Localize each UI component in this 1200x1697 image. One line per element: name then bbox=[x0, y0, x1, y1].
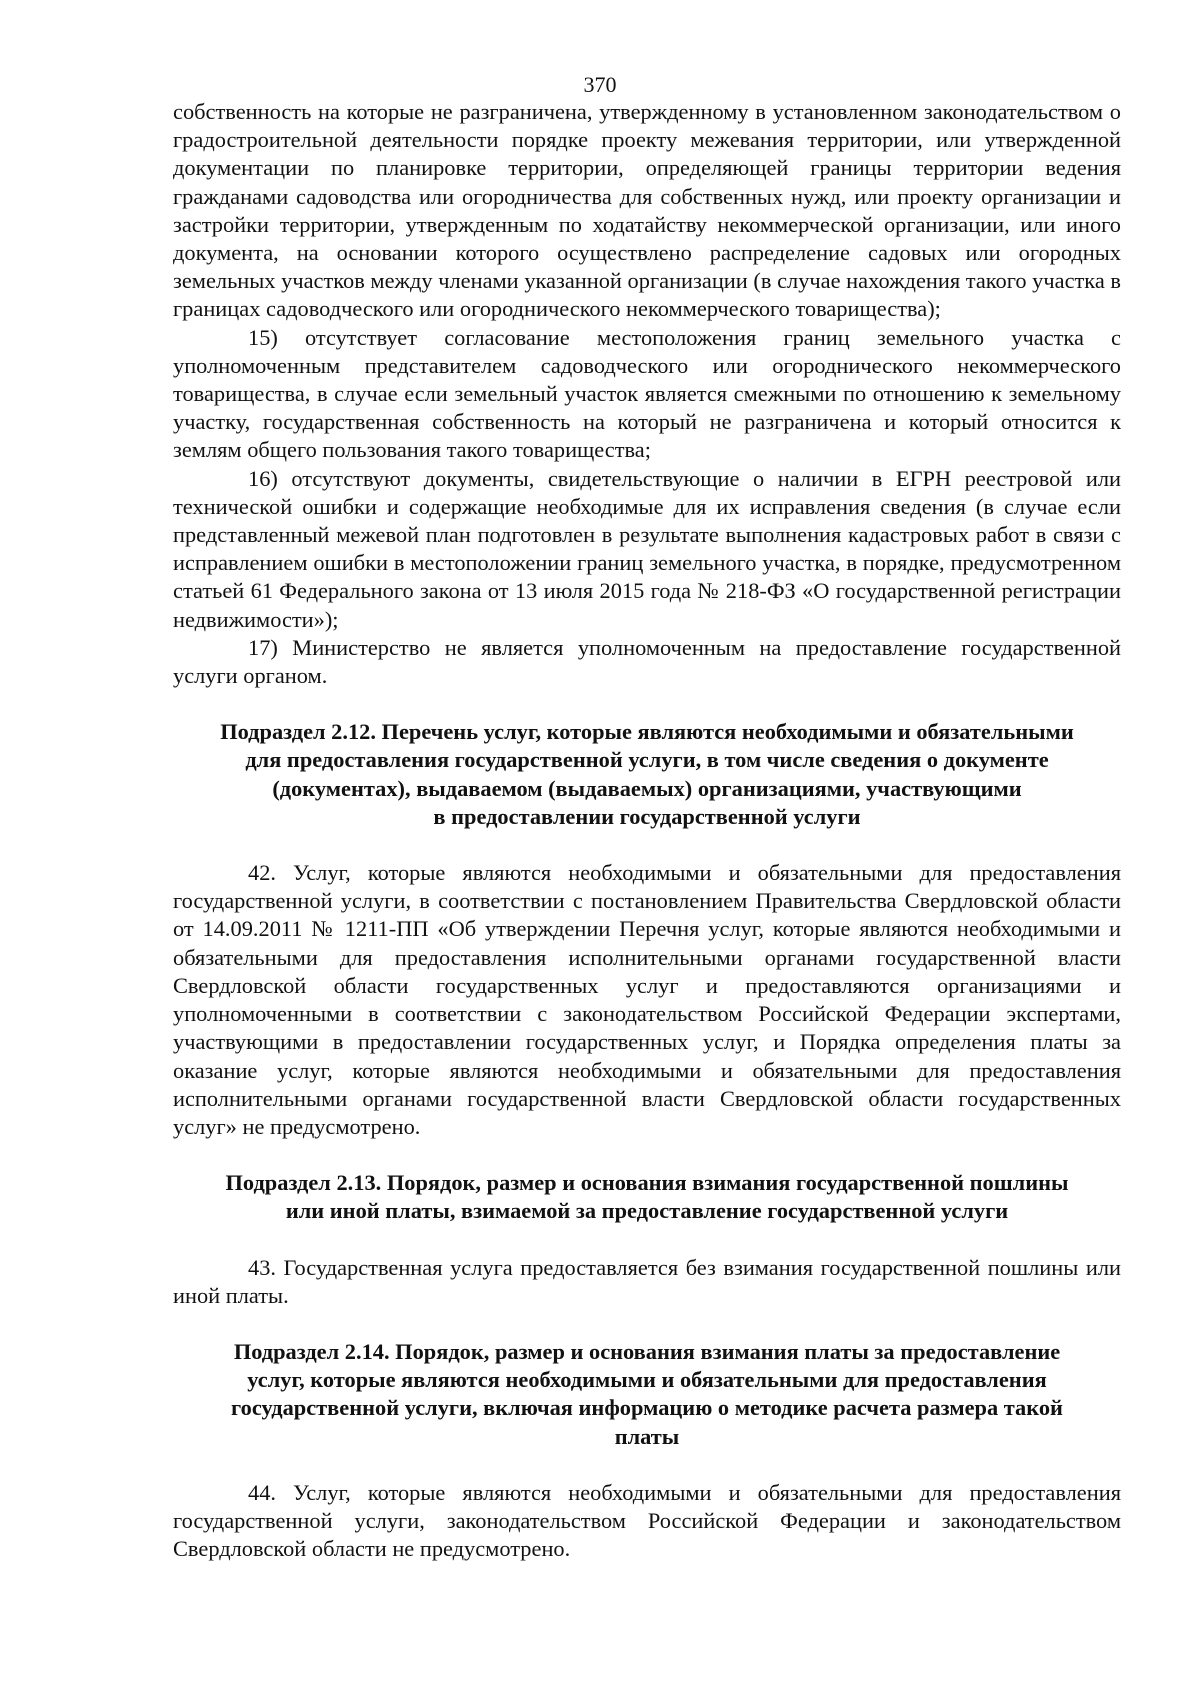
section-heading-2-12 bbox=[173, 718, 1121, 831]
paragraph-item-17: 17) Министерство не является уполномоченным на предоставление государственной услуги органом. bbox=[173, 634, 1121, 689]
paragraph-continuation: собственность на которые не разграничена, утвержденному в установленном законодательством о градостроительной деятельности порядке проекту межевания территории, или утвержденной документации по планировке территории, определяющей границы территории ведения гражданами садоводства или огородничества для собственных нужд, или проекту организации и застройки территории, утвержденным по ходатайству некоммерческой организации, или иного документа, на основании которого осуществлено распределение садовых или огородных земельных участков между членами указанной организации (в случае нахождения такого участка в границах садоводческого или огороднического некоммерческого товарищества); bbox=[173, 99, 1121, 322]
heading-line: в предоставлении государственной услуги bbox=[433, 803, 861, 829]
paragraph-43: 43. Государственная услуга предоставляется без взимания государственной пошлины или иной платы. bbox=[173, 1254, 1121, 1308]
section-heading-2-14 bbox=[173, 1338, 1121, 1451]
heading-line: для предоставления государственной услуги, в том числе сведения о документе bbox=[245, 747, 1049, 773]
heading-line: государственной услуги, включая информацию о методике расчета размера такой bbox=[231, 1395, 1063, 1421]
paragraph-42: 42. Услуг, которые являются необходимыми и обязательными для предоставления государственной услуги, в соответствии с постановлением Правительства Свердловской области от 14.09.2011 № 1211-ПП «Об утверждении Перечня услуг, которые являются необходимыми и обязательными для предоставления исполнительными органами государственной власти Свердловской области государственных услуг и предоставляются организациями и уполномоченными в соответствии с законодательством Российской Федерации экспертами, участвующими в предоставлении государственных услуг, и Порядка определения платы за оказание услуг, которые являются необходимыми и обязательными для предоставления исполнительными органами государственной власти Свердловской области государственных услуг» не предусмотрено. bbox=[173, 860, 1121, 1139]
heading-line: Подраздел 2.12. Перечень услуг, которые являются необходимыми и обязательными bbox=[220, 719, 1074, 745]
heading-line: платы bbox=[614, 1423, 680, 1449]
paragraph-44: 44. Услуг, которые являются необходимыми и обязательными для предоставления государственной услуги, законодательством Российской Федерации и законодательством Свердловской области не предусмотрено. bbox=[173, 1479, 1121, 1562]
heading-line: услуг, которые являются необходимыми и обязательными для предоставления bbox=[247, 1367, 1047, 1393]
page-number: 370 bbox=[583, 72, 617, 97]
heading-line: или иной платы, взимаемой за предоставление государственной услуги bbox=[285, 1198, 1009, 1224]
paragraph-item-15: 15) отсутствует согласование местоположения границ земельного участка с уполномоченным представителем садоводческого или огороднического некоммерческого товарищества, в случае если земельный участок является смежными по отношению к земельному участку, государственная собственность на который не разграничена и который относится к землям общего пользования такого товарищества; bbox=[173, 324, 1121, 463]
heading-line: (документах), выдаваемом (выдаваемых) организациями, участвующими bbox=[272, 775, 1022, 801]
paragraph-item-16: 16) отсутствуют документы, свидетельствующие о наличии в ЕГРН реестровой или технической ошибки и содержащие необходимые для их исправления сведения (в случае если представленный межевой план подготовлен в результате выполнения кадастровых работ в связи с исправлением ошибки в местоположении границ земельного участка, в порядке, предусмотренном статьей 61 Федерального закона от 13 июля 2015 года № 218-ФЗ «О государственной регистрации недвижимости»); bbox=[173, 465, 1121, 632]
heading-line: Подраздел 2.13. Порядок, размер и основания взимания государственной пошлины bbox=[225, 1170, 1069, 1196]
page-content bbox=[173, 98, 1121, 1563]
heading-line: Подраздел 2.14. Порядок, размер и основания взимания платы за предоставление bbox=[233, 1338, 1061, 1364]
section-heading-2-13 bbox=[173, 1169, 1121, 1225]
